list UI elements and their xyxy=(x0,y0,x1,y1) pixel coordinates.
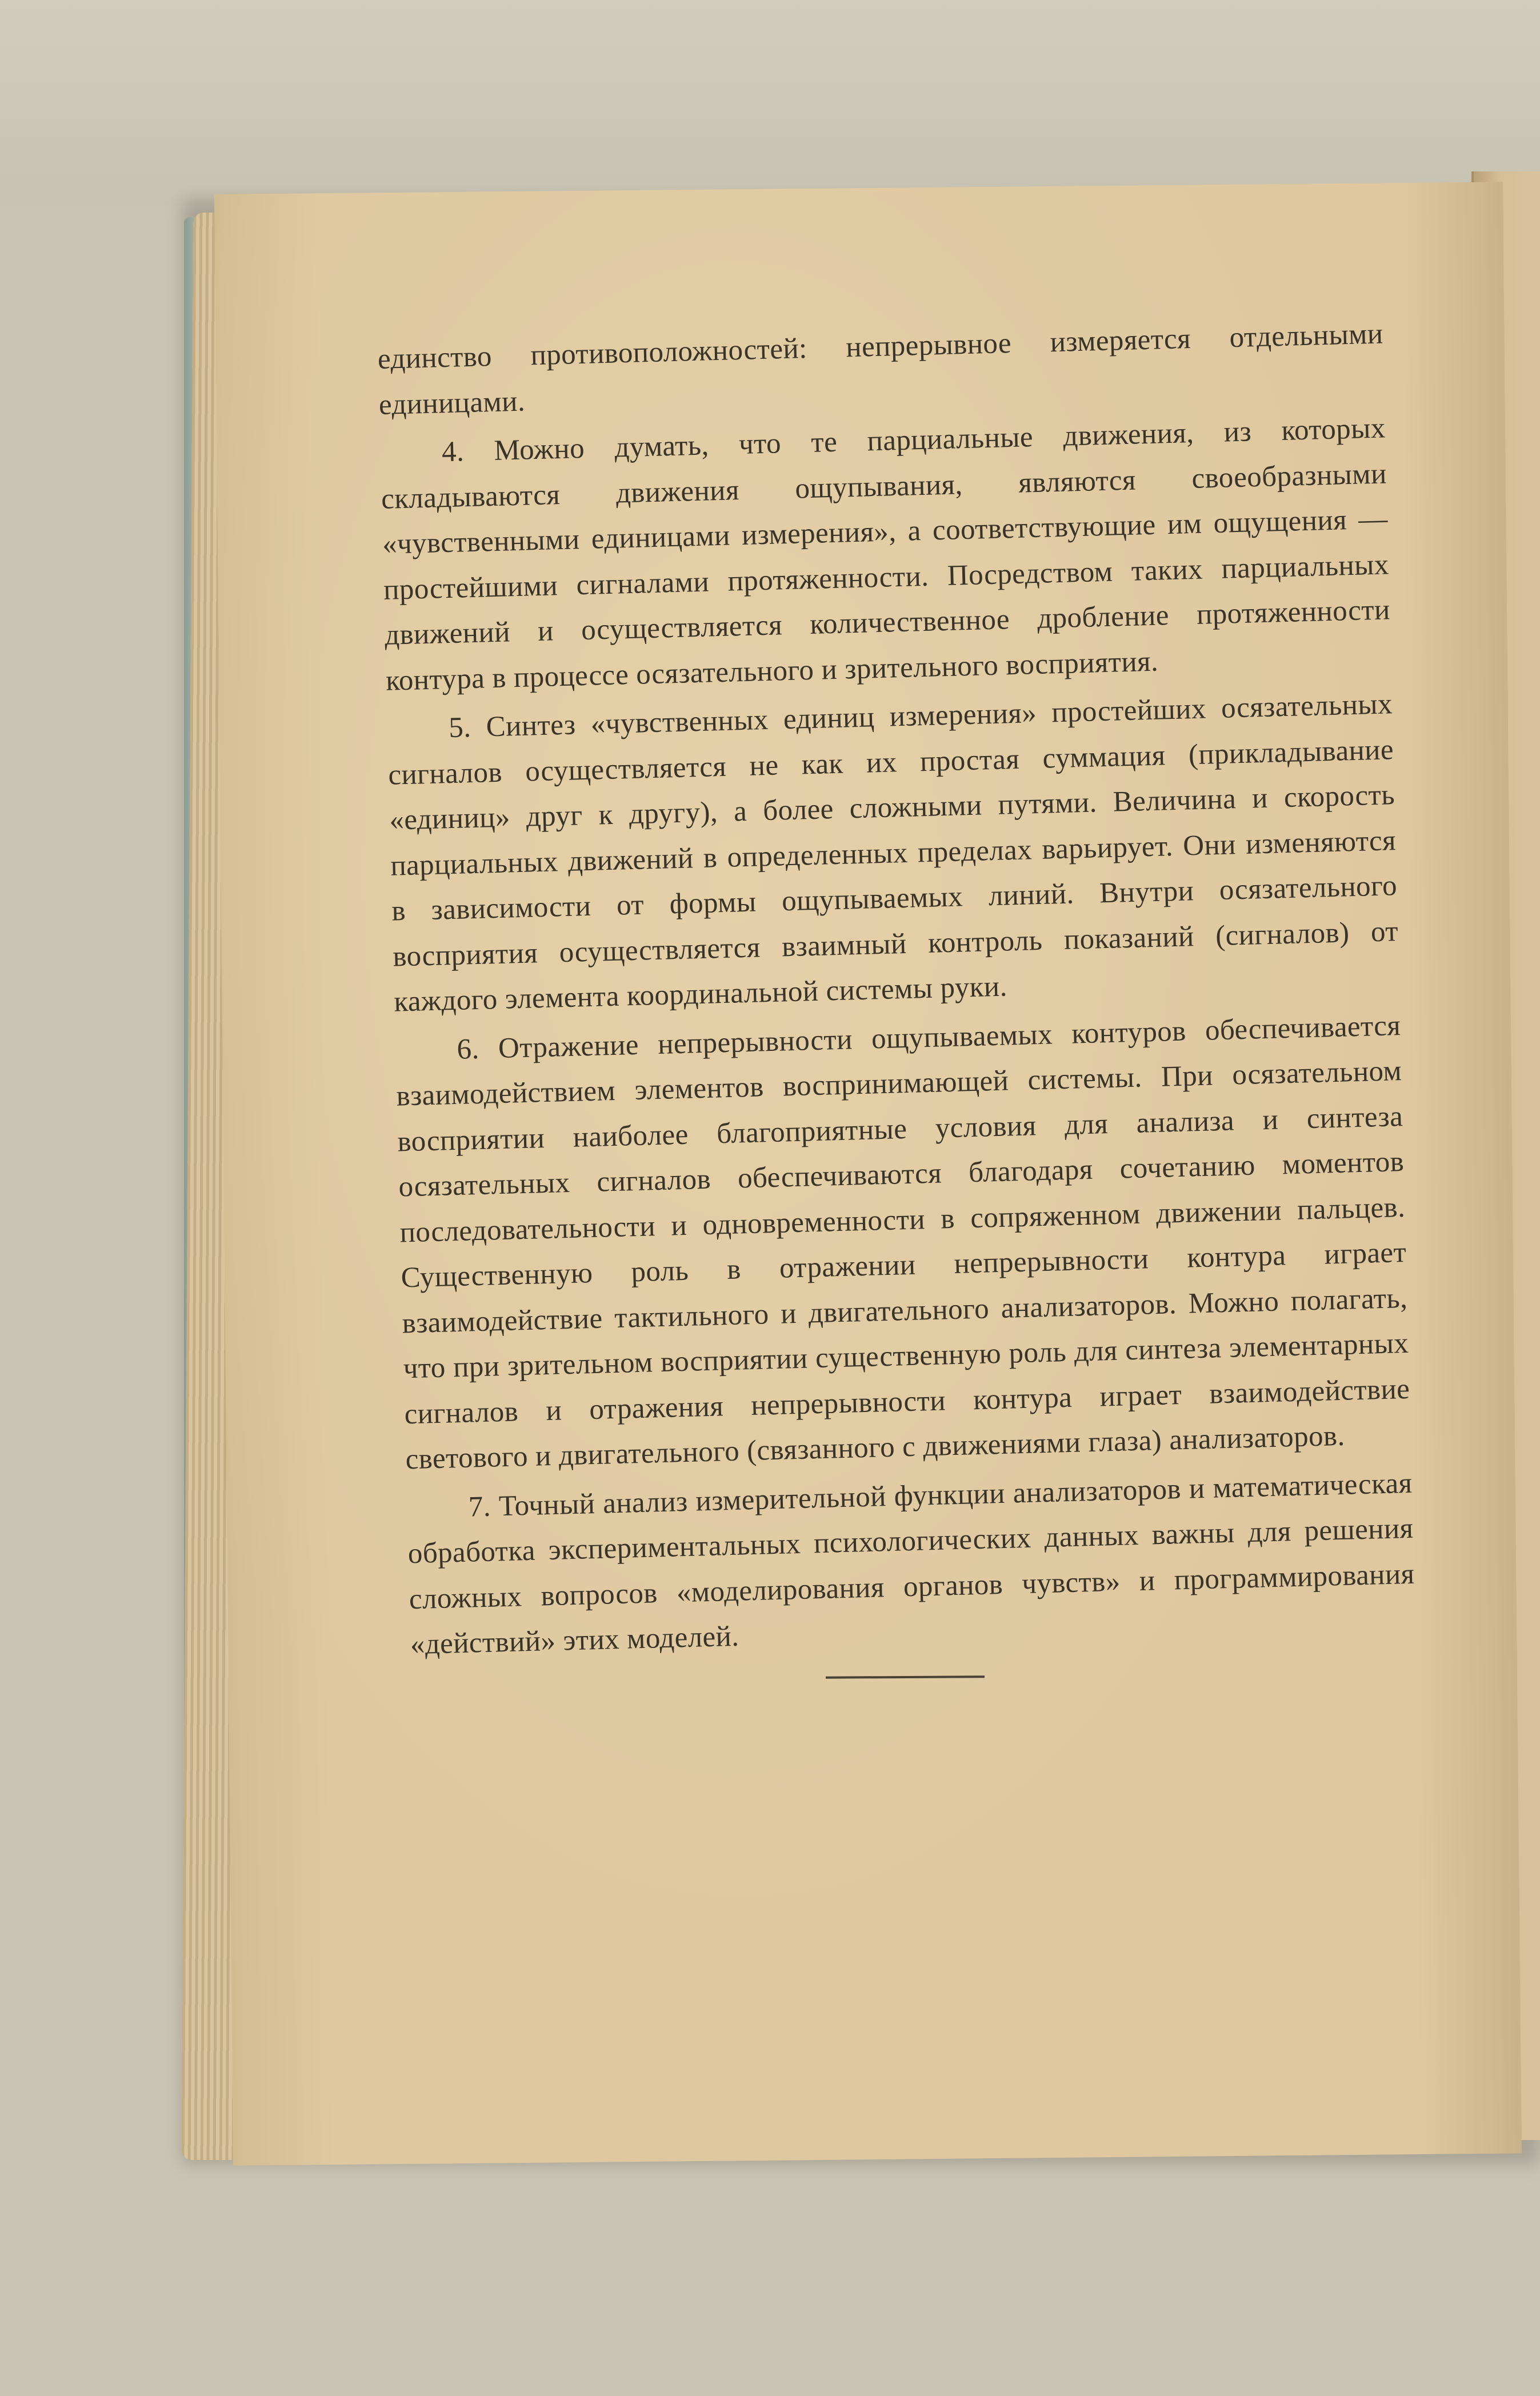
paragraph-4: 4. Можно думать, что те парциальные движения, из которых складываются движения ощупывания, являются своеобразными «чувственными единицами измерения», а соответствующие им ощущения — простейшими сигналами протяженности. Посредством таких парциальных движений и осуществляется количественное дробление протяженности контура в процессе осязательного и зрительного восприятия. xyxy=(381,412,1391,697)
page-text xyxy=(377,311,1417,1671)
paragraph-7: 7. Точный анализ измерительной функции анализаторов и математическая обработка экспериментальных психологических данных важны для решения сложных вопросов «моделирования органов чувств» и программирования «действий» этих моделей. xyxy=(407,1467,1415,1661)
paragraph-continued: единство противоположностей: непрерывное измеряется отдельными единицами. xyxy=(377,318,1384,421)
paragraph-6: 6. Отражение непрерывности ощупываемых контуров обеспечивается взаимодействием элементов воспринимающей системы. При осязательном восприятии наиболее благоприятные условия для анализа и синтеза осязательных сигналов обеспечиваются благодаря сочетанию моментов последовательности и одновременности в сопряженном движении пальцев. Существенную роль в отражении непрерывности контура играет взаимодействие тактильного и двигательного анализаторов. Можно полагать, что при зрительном восприятии существенную роль для синтеза элементарных сигналов и отражения непрерывности контура играет взаимодействие светового и двигательного (связанного с движениями глаза) анализаторов. xyxy=(395,1009,1410,1476)
paragraph-5: 5. Синтез «чувственных единиц измерения» простейших осязательных сигналов осуществляется не как их простая суммация (прикладывание «единиц» друг к другу), а более сложными путями. Величина и скорость парциальных движений в определенных пределах варьирует. Они изменяются в зависимости от формы ощупываемых линий. Внутри осязательного восприятия осуществляется взаимный контроль показаний (сигналов) от каждого элемента координальной системы руки. xyxy=(387,688,1399,1018)
background xyxy=(0,0,1540,206)
